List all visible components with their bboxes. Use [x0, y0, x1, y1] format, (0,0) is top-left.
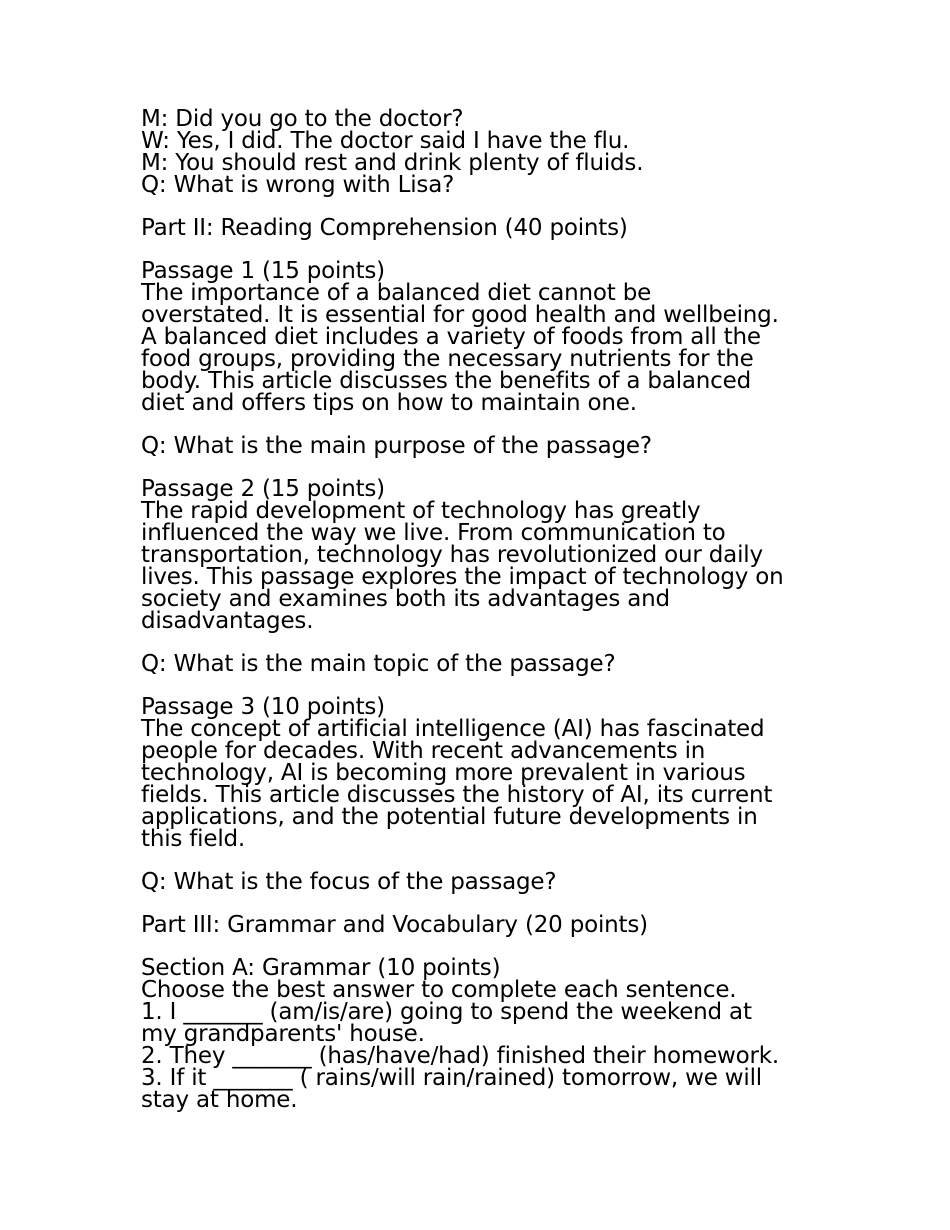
passage-1: [141, 260, 831, 414]
section-a-grammar: [141, 957, 831, 1111]
passage-2-text-line: disadvantages.: [141, 608, 314, 634]
passage-1-text-line: food groups, providing the necessary nutrients for the: [141, 346, 754, 372]
passage-3-text-line: fields. This article discusses the history of AI, its current: [141, 782, 773, 808]
passage-3-text-line: The concept of artificial intelligence (AI) has fascinated: [141, 716, 765, 742]
passage-1-text-line: diet and offers tips on how to maintain one.: [141, 390, 637, 416]
passage-1-text-line: The importance of a balanced diet cannot be: [141, 280, 652, 306]
passage-2-text-line: lives. This passage explores the impact of technology on: [141, 564, 784, 590]
document-page: [141, 108, 831, 1111]
part3-title: Part III: Grammar and Vocabulary (20 points): [141, 912, 648, 938]
dialogue-line: M: Did you go to the doctor?: [141, 106, 464, 132]
passage-3-text-line: this field.: [141, 826, 246, 852]
grammar-item-line: stay at home.: [141, 1087, 298, 1113]
section-a-title: Section A: Grammar (10 points): [141, 955, 501, 981]
passage-3: [141, 696, 831, 850]
passage-3-text-line: people for decades. With recent advancements in: [141, 738, 706, 764]
listening-dialogue: [141, 108, 831, 196]
section-a-instruction: Choose the best answer to complete each sentence.: [141, 977, 737, 1003]
passage-1-text-line: A balanced diet includes a variety of foods from all the: [141, 324, 761, 350]
dialogue-line: M: You should rest and drink plenty of fluids.: [141, 150, 644, 176]
passage-2: [141, 478, 831, 632]
passage-3-title: Passage 3 (10 points): [141, 694, 385, 720]
grammar-item-line: 2. They _______ (has/have/had) finished their homework.: [141, 1043, 780, 1069]
passage-2-question: Q: What is the main topic of the passage?: [141, 651, 616, 677]
dialogue-line: W: Yes, I did. The doctor said I have the flu.: [141, 128, 630, 154]
passage-1-title: Passage 1 (15 points): [141, 258, 385, 284]
passage-2-text-line: transportation, technology has revolutionized our daily: [141, 542, 763, 568]
passage-1-question: Q: What is the main purpose of the passage?: [141, 433, 652, 459]
part2-title: Part II: Reading Comprehension (40 points): [141, 215, 628, 241]
passage-1-text-line: body. This article discusses the benefits of a balanced: [141, 368, 751, 394]
grammar-item-line: my grandparents' house.: [141, 1021, 425, 1047]
grammar-item-line: 3. If it _______ ( rains/will rain/rained) tomorrow, we will: [141, 1065, 762, 1091]
passage-2-title: Passage 2 (15 points): [141, 476, 385, 502]
dialogue-question: Q: What is wrong with Lisa?: [141, 172, 455, 198]
passage-3-text-line: applications, and the potential future developments in: [141, 804, 758, 830]
passage-2-text-line: influenced the way we live. From communication to: [141, 520, 726, 546]
passage-1-text-line: overstated. It is essential for good health and wellbeing.: [141, 302, 779, 328]
passage-3-text-line: technology, AI is becoming more prevalent in various: [141, 760, 746, 786]
passage-2-text-line: society and examines both its advantages and: [141, 586, 670, 612]
passage-3-question: Q: What is the focus of the passage?: [141, 869, 557, 895]
passage-2-text-line: The rapid development of technology has greatly: [141, 498, 701, 524]
grammar-item-line: 1. I _______ (am/is/are) going to spend the weekend at: [141, 999, 752, 1025]
